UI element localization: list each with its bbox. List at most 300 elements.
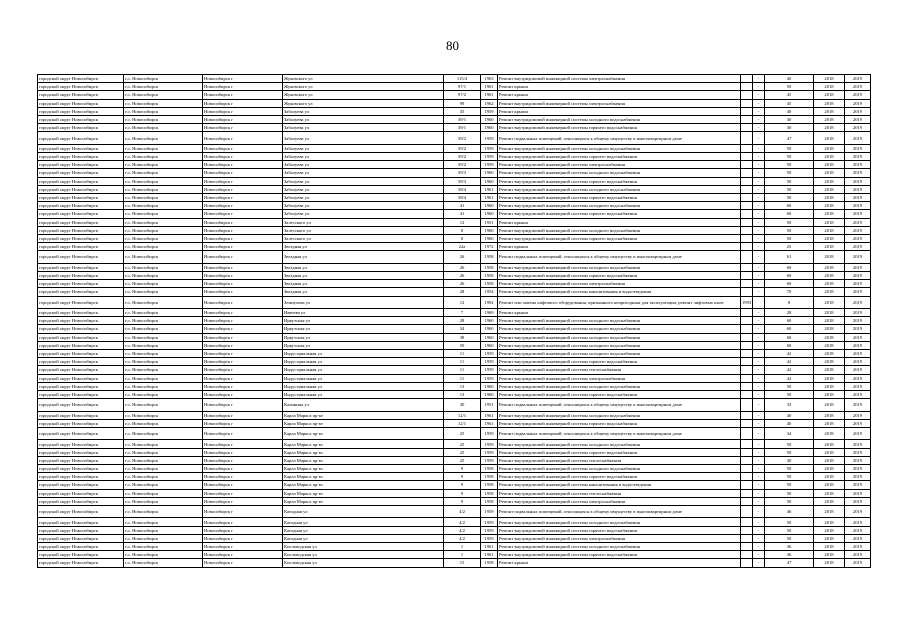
end-year-cell: 2019 <box>845 358 871 366</box>
street-cell: Звездная ул <box>283 251 444 264</box>
house-number-cell: 4/2 <box>444 518 481 526</box>
locality-cell: Новосибирск г <box>203 75 283 83</box>
work-type-cell: Ремонт внутридомовой инженерной системы холодного водоснабжения <box>498 518 741 526</box>
district-cell: г.о. Новосибирск <box>124 518 203 526</box>
municipality-cell: городской округ Новосибирск <box>38 296 124 309</box>
start-year-cell: 2018 <box>814 358 845 366</box>
aux-year-cell <box>741 505 753 518</box>
table-row <box>38 333 871 341</box>
aux-year-cell <box>741 280 753 288</box>
start-year-cell: 2018 <box>814 309 845 317</box>
municipality-cell: городской округ Новосибирск <box>38 210 124 218</box>
area-cell: 47 <box>765 559 814 567</box>
house-number-cell: 39/3 <box>444 169 481 177</box>
table-row <box>38 99 871 107</box>
end-year-cell: 2019 <box>845 99 871 107</box>
dash-cell: - <box>753 505 765 518</box>
area-cell: 60 <box>765 333 814 341</box>
area-cell: 33 <box>765 399 814 412</box>
district-cell: г.о. Новосибирск <box>124 115 203 123</box>
house-number-cell: 22а <box>444 243 481 251</box>
street-cell: Кисловодская ул <box>283 543 444 551</box>
house-number-cell: 39/2 <box>444 144 481 152</box>
locality-cell: Новосибирск г <box>203 251 283 264</box>
aux-year-cell <box>741 448 753 456</box>
work-type-cell: Ремонт внутридомовой инженерной системы холодного водоснабжения <box>498 317 741 325</box>
municipality-cell: городской округ Новосибирск <box>38 177 124 185</box>
area-cell: 50 <box>765 440 814 448</box>
work-type-cell: Ремонт внутридомовой инженерной системы холодного водоснабжения <box>498 144 741 152</box>
start-year-cell: 2018 <box>814 473 845 481</box>
area-cell: 30 <box>765 115 814 123</box>
dash-cell: - <box>753 526 765 534</box>
table-row <box>38 411 871 419</box>
aux-year-cell <box>741 333 753 341</box>
dash-cell: - <box>753 144 765 152</box>
locality-cell: Новосибирск г <box>203 505 283 518</box>
house-number-cell: 12 <box>444 296 481 309</box>
dash-cell: - <box>753 419 765 427</box>
house-number-cell: 115/4 <box>444 75 481 83</box>
house-number-cell: 4/2 <box>444 505 481 518</box>
table-row <box>38 251 871 264</box>
start-year-cell: 2018 <box>814 551 845 559</box>
aux-year-cell <box>741 177 753 185</box>
aux-year-cell: 1993 <box>741 296 753 309</box>
work-type-cell: Ремонт крыши <box>498 107 741 115</box>
locality-cell: Новосибирск г <box>203 497 283 505</box>
aux-year-cell <box>741 489 753 497</box>
start-year-cell: 2018 <box>814 124 845 132</box>
dash-cell: - <box>753 374 765 382</box>
aux-year-cell <box>741 153 753 161</box>
district-cell: г.о. Новосибирск <box>124 234 203 242</box>
district-cell: г.о. Новосибирск <box>124 374 203 382</box>
table-row <box>38 296 871 309</box>
house-number-cell: 11 <box>444 349 481 357</box>
locality-cell: Новосибирск г <box>203 526 283 534</box>
area-cell: 50 <box>765 497 814 505</box>
house-number-cell: 4/2 <box>444 526 481 534</box>
end-year-cell: 2019 <box>845 210 871 218</box>
house-number-cell: 39/2 <box>444 161 481 169</box>
start-year-cell: 2018 <box>814 526 845 534</box>
start-year-cell: 2018 <box>814 115 845 123</box>
build-year-cell: 1958 <box>481 489 498 497</box>
work-type-cell: Ремонт внутридомовой инженерной системы горячего водоснабжения <box>498 390 741 398</box>
dash-cell: - <box>753 448 765 456</box>
area-cell: 42 <box>765 374 814 382</box>
street-cell: Ивачева ул <box>283 309 444 317</box>
house-number-cell: 9 <box>444 497 481 505</box>
table-row <box>38 366 871 374</box>
start-year-cell: 2018 <box>814 296 845 309</box>
build-year-cell: 1992 <box>481 296 498 309</box>
build-year-cell: 1959 <box>481 144 498 152</box>
build-year-cell: 1963 <box>481 75 498 83</box>
street-cell: Карла Маркса пр-кт <box>283 489 444 497</box>
aux-year-cell <box>741 559 753 567</box>
build-year-cell: 1969 <box>481 309 498 317</box>
district-cell: г.о. Новосибирск <box>124 505 203 518</box>
locality-cell: Новосибирск г <box>203 177 283 185</box>
work-type-cell: Ремонт крыши <box>498 559 741 567</box>
house-number-cell: 13 <box>444 390 481 398</box>
table-row <box>38 107 871 115</box>
start-year-cell: 2018 <box>814 341 845 349</box>
end-year-cell: 2019 <box>845 226 871 234</box>
table-row <box>38 382 871 390</box>
aux-year-cell <box>741 325 753 333</box>
build-year-cell: 1959 <box>481 440 498 448</box>
end-year-cell: 2019 <box>845 440 871 448</box>
aux-year-cell <box>741 161 753 169</box>
district-cell: г.о. Новосибирск <box>124 144 203 152</box>
locality-cell: Новосибирск г <box>203 271 283 279</box>
start-year-cell: 2018 <box>814 185 845 193</box>
table-row <box>38 288 871 296</box>
street-cell: Иркутская ул <box>283 317 444 325</box>
street-cell: Карла Маркса пр-кт <box>283 497 444 505</box>
district-cell: г.о. Новосибирск <box>124 185 203 193</box>
build-year-cell: 1960 <box>481 124 498 132</box>
table-row <box>38 132 871 145</box>
aux-year-cell <box>741 358 753 366</box>
aux-year-cell <box>741 169 753 177</box>
locality-cell: Новосибирск г <box>203 226 283 234</box>
dash-cell: - <box>753 124 765 132</box>
dash-cell: - <box>753 218 765 226</box>
start-year-cell: 2018 <box>814 366 845 374</box>
start-year-cell: 2018 <box>814 497 845 505</box>
table-row <box>38 440 871 448</box>
build-year-cell: 1954 <box>481 288 498 296</box>
district-cell: г.о. Новосибирск <box>124 448 203 456</box>
district-cell: г.о. Новосибирск <box>124 226 203 234</box>
area-cell: 50 <box>765 161 814 169</box>
house-number-cell: 9 <box>444 481 481 489</box>
start-year-cell: 2018 <box>814 177 845 185</box>
street-cell: Забалуева ул <box>283 210 444 218</box>
area-cell: 40 <box>765 75 814 83</box>
locality-cell: Новосибирск г <box>203 333 283 341</box>
district-cell: г.о. Новосибирск <box>124 91 203 99</box>
work-type-cell: Ремонт внутридомовой инженерной системы электроснабжения <box>498 161 741 169</box>
street-cell: Индустриальная ул <box>283 358 444 366</box>
district-cell: г.о. Новосибирск <box>124 193 203 201</box>
house-number-cell: 11 <box>444 366 481 374</box>
locality-cell: Новосибирск г <box>203 234 283 242</box>
build-year-cell: 1961 <box>481 193 498 201</box>
municipality-cell: городской округ Новосибирск <box>38 124 124 132</box>
dash-cell: - <box>753 271 765 279</box>
work-type-cell: Ремонт внутридомовой инженерной системы канализования и водоотведения <box>498 288 741 296</box>
work-type-cell: Ремонт внутридомовой инженерной системы электроснабжения <box>498 99 741 107</box>
dash-cell: - <box>753 177 765 185</box>
aux-year-cell <box>741 551 753 559</box>
dash-cell: - <box>753 288 765 296</box>
street-cell: Забалуева ул <box>283 161 444 169</box>
start-year-cell: 2018 <box>814 271 845 279</box>
district-cell: г.о. Новосибирск <box>124 497 203 505</box>
locality-cell: Новосибирск г <box>203 144 283 152</box>
work-type-cell: Ремонт внутридомовой инженерной системы канализования и водоотведения <box>498 481 741 489</box>
build-year-cell: 1959 <box>481 456 498 464</box>
dash-cell: - <box>753 115 765 123</box>
aux-year-cell <box>741 341 753 349</box>
district-cell: г.о. Новосибирск <box>124 465 203 473</box>
municipality-cell: городской округ Новосибирск <box>38 399 124 412</box>
locality-cell: Новосибирск г <box>203 107 283 115</box>
table-row <box>38 243 871 251</box>
dash-cell: - <box>753 481 765 489</box>
work-type-cell: Ремонт крыши <box>498 91 741 99</box>
district-cell: г.о. Новосибирск <box>124 169 203 177</box>
end-year-cell: 2019 <box>845 234 871 242</box>
table-row <box>38 177 871 185</box>
municipality-cell: городской округ Новосибирск <box>38 317 124 325</box>
street-cell: Калинина ул <box>283 399 444 412</box>
end-year-cell: 2019 <box>845 124 871 132</box>
start-year-cell: 2018 <box>814 427 845 440</box>
table-row <box>38 115 871 123</box>
area-cell: 36 <box>765 551 814 559</box>
dash-cell: - <box>753 333 765 341</box>
street-cell: Забалуева ул <box>283 107 444 115</box>
house-number-cell: 39/2 <box>444 132 481 145</box>
build-year-cell: 1960 <box>481 234 498 242</box>
street-cell: Забалуева ул <box>283 115 444 123</box>
area-cell: 50 <box>765 185 814 193</box>
end-year-cell: 2019 <box>845 115 871 123</box>
start-year-cell: 2018 <box>814 169 845 177</box>
aux-year-cell <box>741 399 753 412</box>
aux-year-cell <box>741 218 753 226</box>
table-row <box>38 390 871 398</box>
work-type-cell: Ремонт внутридомовой инженерной системы холодного водоснабжения <box>498 440 741 448</box>
area-cell: 40 <box>765 107 814 115</box>
municipality-cell: городской округ Новосибирск <box>38 115 124 123</box>
dash-cell: - <box>753 309 765 317</box>
house-number-cell: 25 <box>444 440 481 448</box>
build-year-cell: 1959 <box>481 366 498 374</box>
build-year-cell: 1959 <box>481 107 498 115</box>
municipality-cell: городской округ Новосибирск <box>38 349 124 357</box>
municipality-cell: городской округ Новосибирск <box>38 382 124 390</box>
district-cell: г.о. Новосибирск <box>124 481 203 489</box>
work-type-cell: Ремонт подвальных помещений, относящихся к общему имуществу в многоквартирном доме <box>498 505 741 518</box>
district-cell: г.о. Новосибирск <box>124 263 203 271</box>
end-year-cell: 2019 <box>845 243 871 251</box>
dash-cell: - <box>753 153 765 161</box>
house-number-cell: 25 <box>444 448 481 456</box>
table-row <box>38 325 871 333</box>
municipality-cell: городской округ Новосибирск <box>38 263 124 271</box>
municipality-cell: городской округ Новосибирск <box>38 411 124 419</box>
build-year-cell: 1960 <box>481 226 498 234</box>
table-row <box>38 280 871 288</box>
aux-year-cell <box>741 115 753 123</box>
area-cell: 60 <box>765 202 814 210</box>
end-year-cell: 2019 <box>845 419 871 427</box>
build-year-cell: 1960 <box>481 382 498 390</box>
house-number-cell: 4/2 <box>444 534 481 542</box>
area-cell: 30 <box>765 456 814 464</box>
aux-year-cell <box>741 317 753 325</box>
dash-cell: - <box>753 263 765 271</box>
dash-cell: - <box>753 251 765 264</box>
district-cell: г.о. Новосибирск <box>124 83 203 91</box>
street-cell: Забалуева ул <box>283 193 444 201</box>
aux-year-cell <box>741 427 753 440</box>
table-row <box>38 399 871 412</box>
house-number-cell: 13 <box>444 382 481 390</box>
build-year-cell: 1958 <box>481 263 498 271</box>
page-number: 80 <box>446 38 459 53</box>
area-cell: 42 <box>765 366 814 374</box>
aux-year-cell <box>741 83 753 91</box>
locality-cell: Новосибирск г <box>203 132 283 145</box>
municipality-cell: городской округ Новосибирск <box>38 161 124 169</box>
house-number-cell: 39/1 <box>444 115 481 123</box>
house-number-cell: 39/4 <box>444 193 481 201</box>
build-year-cell: 1960 <box>481 202 498 210</box>
build-year-cell: 1958 <box>481 271 498 279</box>
table-row <box>38 226 871 234</box>
build-year-cell: 1960 <box>481 177 498 185</box>
area-cell: 50 <box>765 177 814 185</box>
aux-year-cell <box>741 481 753 489</box>
locality-cell: Новосибирск г <box>203 399 283 412</box>
municipality-cell: городской округ Новосибирск <box>38 144 124 152</box>
locality-cell: Новосибирск г <box>203 448 283 456</box>
end-year-cell: 2019 <box>845 551 871 559</box>
district-cell: г.о. Новосибирск <box>124 489 203 497</box>
dash-cell: - <box>753 210 765 218</box>
start-year-cell: 2018 <box>814 99 845 107</box>
end-year-cell: 2019 <box>845 271 871 279</box>
work-type-cell: Ремонт внутридомовой инженерной системы холодного водоснабжения <box>498 115 741 123</box>
work-type-cell: Ремонт внутридомовой инженерной системы горячего водоснабжения <box>498 448 741 456</box>
district-cell: г.о. Новосибирск <box>124 243 203 251</box>
build-year-cell: 1959 <box>481 448 498 456</box>
area-cell: 50 <box>765 234 814 242</box>
table-row <box>38 473 871 481</box>
aux-year-cell <box>741 234 753 242</box>
locality-cell: Новосибирск г <box>203 218 283 226</box>
locality-cell: Новосибирск г <box>203 559 283 567</box>
dash-cell: - <box>753 75 765 83</box>
area-cell: 40 <box>765 419 814 427</box>
locality-cell: Новосибирск г <box>203 288 283 296</box>
area-cell: 25 <box>765 243 814 251</box>
table-row <box>38 317 871 325</box>
aux-year-cell <box>741 210 753 218</box>
house-number-cell: 34 <box>444 325 481 333</box>
municipality-cell: городской округ Новосибирск <box>38 243 124 251</box>
locality-cell: Новосибирск г <box>203 317 283 325</box>
house-number-cell: 9 <box>444 489 481 497</box>
table-row <box>38 559 871 567</box>
street-cell: Звездная ул <box>283 288 444 296</box>
municipality-cell: городской округ Новосибирск <box>38 153 124 161</box>
dash-cell: - <box>753 465 765 473</box>
aux-year-cell <box>741 366 753 374</box>
street-cell: Карла Маркса пр-кт <box>283 411 444 419</box>
work-type-cell: Ремонт внутридомовой инженерной системы холодного водоснабжения <box>498 411 741 419</box>
street-cell: Катодная ул <box>283 518 444 526</box>
build-year-cell: 1951 <box>481 218 498 226</box>
district-cell: г.о. Новосибирск <box>124 341 203 349</box>
start-year-cell: 2018 <box>814 518 845 526</box>
area-cell: 50 <box>765 153 814 161</box>
dash-cell: - <box>753 349 765 357</box>
district-cell: г.о. Новосибирск <box>124 296 203 309</box>
street-cell: Залесского ул <box>283 234 444 242</box>
dash-cell: - <box>753 234 765 242</box>
municipality-cell: городской округ Новосибирск <box>38 497 124 505</box>
locality-cell: Новосибирск г <box>203 115 283 123</box>
build-year-cell: 1960 <box>481 317 498 325</box>
area-cell: 50 <box>765 144 814 152</box>
start-year-cell: 2018 <box>814 234 845 242</box>
area-cell: 50 <box>765 526 814 534</box>
table-row <box>38 144 871 152</box>
house-number-cell: 12/1 <box>444 411 481 419</box>
locality-cell: Новосибирск г <box>203 161 283 169</box>
locality-cell: Новосибирск г <box>203 210 283 218</box>
street-cell: Земнухова ул <box>283 296 444 309</box>
area-cell: 50 <box>765 193 814 201</box>
locality-cell: Новосибирск г <box>203 358 283 366</box>
aux-year-cell <box>741 144 753 152</box>
work-type-cell: Ремонт внутридомовой инженерной системы горячего водоснабжения <box>498 193 741 201</box>
aux-year-cell <box>741 226 753 234</box>
work-type-cell: Ремонт внутридомовой инженерной системы горячего водоснабжения <box>498 177 741 185</box>
house-number-cell: 99 <box>444 99 481 107</box>
end-year-cell: 2019 <box>845 193 871 201</box>
house-number-cell: 26 <box>444 280 481 288</box>
municipality-cell: городской округ Новосибирск <box>38 518 124 526</box>
locality-cell: Новосибирск г <box>203 473 283 481</box>
build-year-cell: 1959 <box>481 132 498 145</box>
table-row <box>38 83 871 91</box>
dash-cell: - <box>753 497 765 505</box>
work-type-cell: Ремонт внутридомовой инженерной системы холодного водоснабжения <box>498 333 741 341</box>
house-number-cell: 12 <box>444 218 481 226</box>
house-number-cell: 30 <box>444 399 481 412</box>
district-cell: г.о. Новосибирск <box>124 317 203 325</box>
end-year-cell: 2019 <box>845 559 871 567</box>
street-cell: Звездная ул <box>283 263 444 271</box>
district-cell: г.о. Новосибирск <box>124 280 203 288</box>
start-year-cell: 2018 <box>814 411 845 419</box>
area-cell: 50 <box>765 226 814 234</box>
table-row <box>38 161 871 169</box>
locality-cell: Новосибирск г <box>203 374 283 382</box>
municipality-cell: городской округ Новосибирск <box>38 325 124 333</box>
start-year-cell: 2018 <box>814 226 845 234</box>
end-year-cell: 2019 <box>845 251 871 264</box>
municipality-cell: городской округ Новосибирск <box>38 234 124 242</box>
locality-cell: Новосибирск г <box>203 124 283 132</box>
dash-cell: - <box>753 317 765 325</box>
district-cell: г.о. Новосибирск <box>124 161 203 169</box>
build-year-cell: 1961 <box>481 91 498 99</box>
table-row <box>38 202 871 210</box>
district-cell: г.о. Новосибирск <box>124 419 203 427</box>
house-number-cell: 11 <box>444 374 481 382</box>
